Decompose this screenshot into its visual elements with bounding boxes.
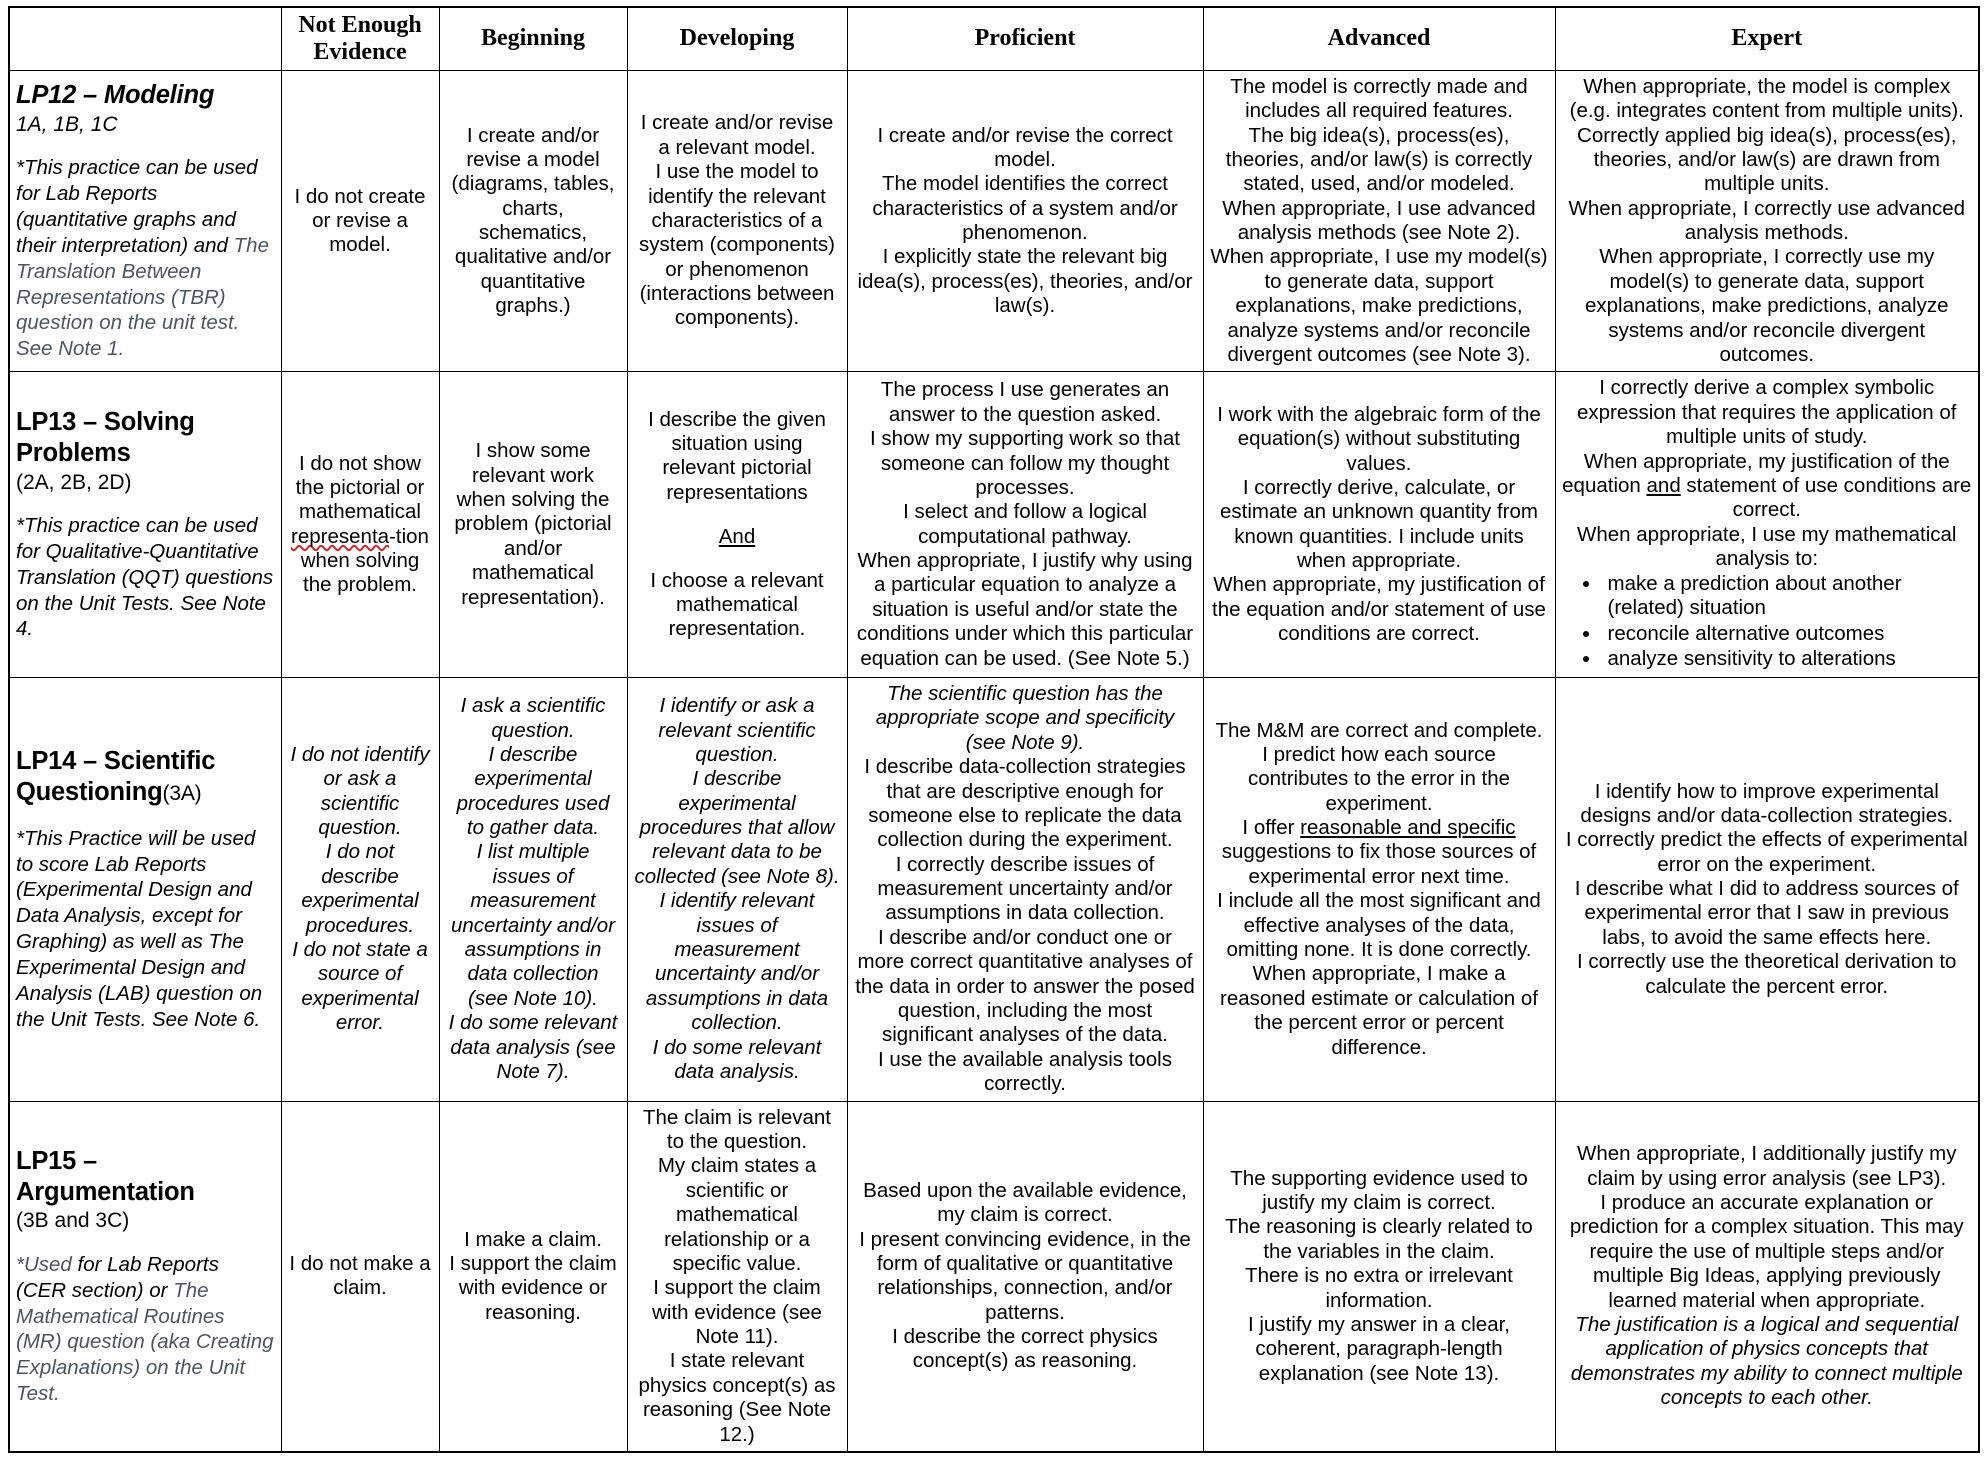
advanced-line-3-c: suggestions to fix those sources of experimental error next time. <box>1221 840 1537 888</box>
proficient-italic-heading: The scientific question has the appropriate scope and specificity (see Note 9). <box>875 681 1175 754</box>
table-row <box>9 372 1979 678</box>
cell-lp13-not-enough-evidence <box>281 372 439 678</box>
cell-lp13-developing <box>627 372 847 678</box>
cell-lp12-not-enough-evidence: I do not create or revise a model. <box>281 70 439 372</box>
practice-code-lp13: (2A, 2B, 2D) <box>16 470 132 494</box>
cell-lp12-proficient: I create and/or revise the correct model. The model identifies the correct characteristics of a system and/or phenomenon. I explicitly state the relevant big idea(s), process(es), theories, and/or law(s). <box>847 70 1203 372</box>
header-beginning: Beginning <box>439 7 627 70</box>
cell-lp14-expert: I identify how to improve experimental designs and/or data-collection strategies. I correctly predict the effects of experimental error on the experiment. I describe what I did to address sources of experimental error that I saw in previous labs, to avoid the same effects here. I correctly use the theoretical derivation to calculate the percent error. <box>1555 677 1979 1101</box>
developing-connector: And <box>718 524 756 548</box>
practice-note-part: for Lab Reports (CER section) or <box>16 1252 219 1302</box>
cell-lp12-developing: I create and/or revise a relevant model. I use the model to identify the relevant characteristics of a system (components) or phenomenon (interactions between components). <box>627 70 847 372</box>
practice-title-lp12: LP12 – Modeling <box>16 81 215 110</box>
table-row <box>9 1101 1979 1452</box>
expert-bullet-list <box>1562 572 1973 672</box>
nee-seg-1: I do not show the pictorial or mathematical <box>295 451 425 524</box>
advanced-line-2: I predict how each source contributes to the error in the experiment. <box>1247 742 1511 815</box>
practice-code-lp14: (3A) <box>162 781 202 805</box>
practice-note-lp13: *This practice can be used for Qualitative-Quantitative Translation (QQT) questions on the Unit Tests. See Note 4. <box>16 514 274 641</box>
practice-cell-lp12 <box>9 70 281 372</box>
cell-lp15-advanced: The supporting evidence used to justify my claim is correct. The reasoning is clearly related to the variables in the claim. There is no extra or irrelevant information. I justify my answer in a clear, coherent, paragraph-length explanation (see Note 13). <box>1203 1101 1555 1452</box>
cell-lp13-expert <box>1555 372 1979 678</box>
developing-pre: I describe the given situation using relevant pictorial representations <box>648 407 826 504</box>
expert-italic-body: The justification is a logical and sequential application of physics concepts that demonstrates my ability to connect multiple concepts to each other. <box>1570 1312 1963 1410</box>
cell-lp13-beginning: I show some relevant work when solving the problem (pictorial and/or mathematical representation). <box>439 372 627 678</box>
practice-title-text: LP14 – Scientific Questioning <box>16 747 216 806</box>
practice-note-part-accent: *Used <box>16 1252 72 1276</box>
spacer <box>634 505 841 524</box>
practice-title-lp14 <box>16 746 275 808</box>
list-item: • make a prediction about another (related) situation <box>1602 572 1973 621</box>
developing-post: I choose a relevant mathematical representation. <box>650 568 824 641</box>
practice-cell-lp13 <box>9 372 281 678</box>
cell-lp14-not-enough-evidence: I do not identify or ask a scientific question. I do not describe experimental procedures. I do not state a source of experimental error. <box>281 677 439 1101</box>
practice-note-part: *This practice can be used for Lab Reports (quantitative graphs and their interpretation) and <box>16 156 258 257</box>
advanced-line-3 <box>1210 816 1549 889</box>
expert-line-2 <box>1562 450 1973 523</box>
header-advanced: Advanced <box>1203 7 1555 70</box>
advanced-line-3-a: I offer <box>1242 816 1301 840</box>
advanced-line-1: The M&M are correct and complete. <box>1215 718 1543 742</box>
spacer <box>634 549 841 568</box>
emphasis-reasonable-specific: reasonable and specific <box>1300 816 1516 840</box>
cell-lp15-beginning: I make a claim. I support the claim with evidence or reasoning. <box>439 1101 627 1452</box>
practice-note-lp12 <box>16 155 275 362</box>
expert-plain-body: When appropriate, I additionally justify my claim by using error analysis (see LP3). I produce an accurate explanation or prediction for a complex situation. This may require the use of multiple steps and/or multiple Big Ideas, applying previously learned material when appropriate. <box>1569 1142 1964 1312</box>
proficient-body: I describe data-collection strategies that are descriptive enough for someone else to replicate the data collection during the experiment. I correctly describe issues of measurement uncertainty and/or assumptions in data collection. I describe and/or conduct one or more correct quantitative analyses of the data in order to answer the posed question, including the most significant analyses of the data. I use the available analysis tools correctly. <box>855 755 1195 1096</box>
advanced-body: I include all the most significant and effective analyses of the data, omitting none. It is done correctly. When appropriate, I make a reasoned estimate or calculation of the percent error or percent difference. <box>1217 889 1541 1059</box>
cell-lp15-proficient: Based upon the available evidence, my claim is correct. I present convincing evidence, in the form of qualitative or quantitative relationships, connection, and/or patterns. I describe the correct physics concept(s) as reasoning. <box>847 1101 1203 1452</box>
cell-lp14-proficient <box>847 677 1203 1101</box>
practice-note-lp14: *This Practice will be used to score Lab Reports (Experimental Design and Data Analysis, except for Graphing) as well as The Experimental Design and Analysis (LAB) question on the Unit Tests. See Note 6. <box>16 826 263 1031</box>
cell-lp15-not-enough-evidence: I do not make a claim. <box>281 1101 439 1452</box>
practice-note-part-accent-2: The Mathematical Routines (MR) question (aka Creating Explanations) on the Unit Test. <box>16 1278 274 1406</box>
practice-cell-lp15 <box>9 1101 281 1452</box>
cell-lp13-advanced: I work with the algebraic form of the equation(s) without substituting values. I correctly derive, calculate, or estimate an unknown quantity from known quantities. I include units when appropriate. When appropriate, my justification of the equation and/or statement of use conditions are correct. <box>1203 372 1555 678</box>
cell-lp14-beginning: I ask a scientific question. I describe experimental procedures used to gather data. I list multiple issues of measurement uncertainty and/or assumptions in data collection (see Note 10). I do some relevant data analysis (see Note 7). <box>439 677 627 1101</box>
spellcheck-flagged-word: representa <box>291 524 390 548</box>
expert-line-3: When appropriate, I use my mathematical analysis to: <box>1577 522 1957 571</box>
cell-lp14-advanced <box>1203 677 1555 1101</box>
cell-lp15-expert <box>1555 1101 1979 1452</box>
header-practice <box>9 7 281 70</box>
practice-note-part-accent: The Translation Between Representations (TBR) question on the unit test. See Note 1. <box>16 233 269 361</box>
header-developing: Developing <box>627 7 847 70</box>
table-row <box>9 70 1979 372</box>
cell-lp13-proficient: The process I use generates an answer to the question asked. I show my supporting work so that someone can follow my thought processes. I select and follow a logical computational pathway. When appropriate, I justify why using a particular equation to analyze a situation is useful and/or state the conditions under which this particular equation can be used. (See Note 5.) <box>847 372 1203 678</box>
cell-lp12-expert: When appropriate, the model is complex (e.g. integrates content from multiple units). Correctly applied big idea(s), process(es), theories, and/or law(s) are drawn from multiple units. When appropriate, I correctly use advanced analysis methods. When appropriate, I correctly use my model(s) to generate data, support explanations, make predictions, analyze systems and/or reconcile divergent outcomes. <box>1555 70 1979 372</box>
nee-seg-3: -tion when solving the problem. <box>300 524 429 597</box>
expert-line-2-a: When appropriate, my justification of the equation <box>1562 449 1950 497</box>
table-row <box>9 677 1979 1101</box>
practice-cell-lp14 <box>9 677 281 1101</box>
header-not-enough-evidence: Not Enough Evidence <box>281 7 439 70</box>
cell-lp12-advanced: The model is correctly made and includes all required features. The big idea(s), process(es), theories, and/or law(s) is correctly stated, used, and/or modeled. When appropriate, I use advanced analysis methods (see Note 2). When appropriate, I use my model(s) to generate data, support explanations, make predictions, analyze systems and/or reconcile divergent outcomes (see Note 3). <box>1203 70 1555 372</box>
table-body <box>9 70 1979 1452</box>
cell-lp14-developing: I identify or ask a relevant scientific question. I describe experimental procedures that allow relevant data to be collected (see Note 8). I identify relevant issues of measurement uncertainty and/or assumptions in data collection. I do some relevant data analysis. <box>627 677 847 1101</box>
proficiency-rubric-table <box>8 6 1980 1453</box>
practice-code-lp12: 1A, 1B, 1C <box>16 113 118 136</box>
expert-line-2-c: statement of use conditions are correct. <box>1680 474 1972 522</box>
header-row <box>9 7 1979 70</box>
practice-title-lp13: LP13 – Solving Problems <box>16 408 195 467</box>
practice-title-lp15: LP15 – Argumentation <box>16 1146 195 1206</box>
list-item: • analyze sensitivity to alterations <box>1602 647 1973 672</box>
cell-lp12-beginning: I create and/or revise a model (diagrams, tables, charts, schematics, qualitative and/or quantitative graphs.) <box>439 70 627 372</box>
emphasis-and: and <box>1646 474 1681 497</box>
practice-note-lp15 <box>16 1252 275 1407</box>
header-proficient: Proficient <box>847 7 1203 70</box>
header-expert: Expert <box>1555 7 1979 70</box>
expert-line-1: I correctly derive a complex symbolic expression that requires the application of multiple units of study. <box>1577 376 1957 449</box>
list-item: • reconcile alternative outcomes <box>1602 622 1973 647</box>
cell-lp15-developing: The claim is relevant to the question. My claim states a scientific or mathematical relationship or a specific value. I support the claim with evidence (see Note 11). I state relevant physics concept(s) as reasoning (See Note 12.) <box>627 1101 847 1452</box>
table-header <box>9 7 1979 70</box>
practice-code-lp15: (3B and 3C) <box>16 1209 130 1233</box>
